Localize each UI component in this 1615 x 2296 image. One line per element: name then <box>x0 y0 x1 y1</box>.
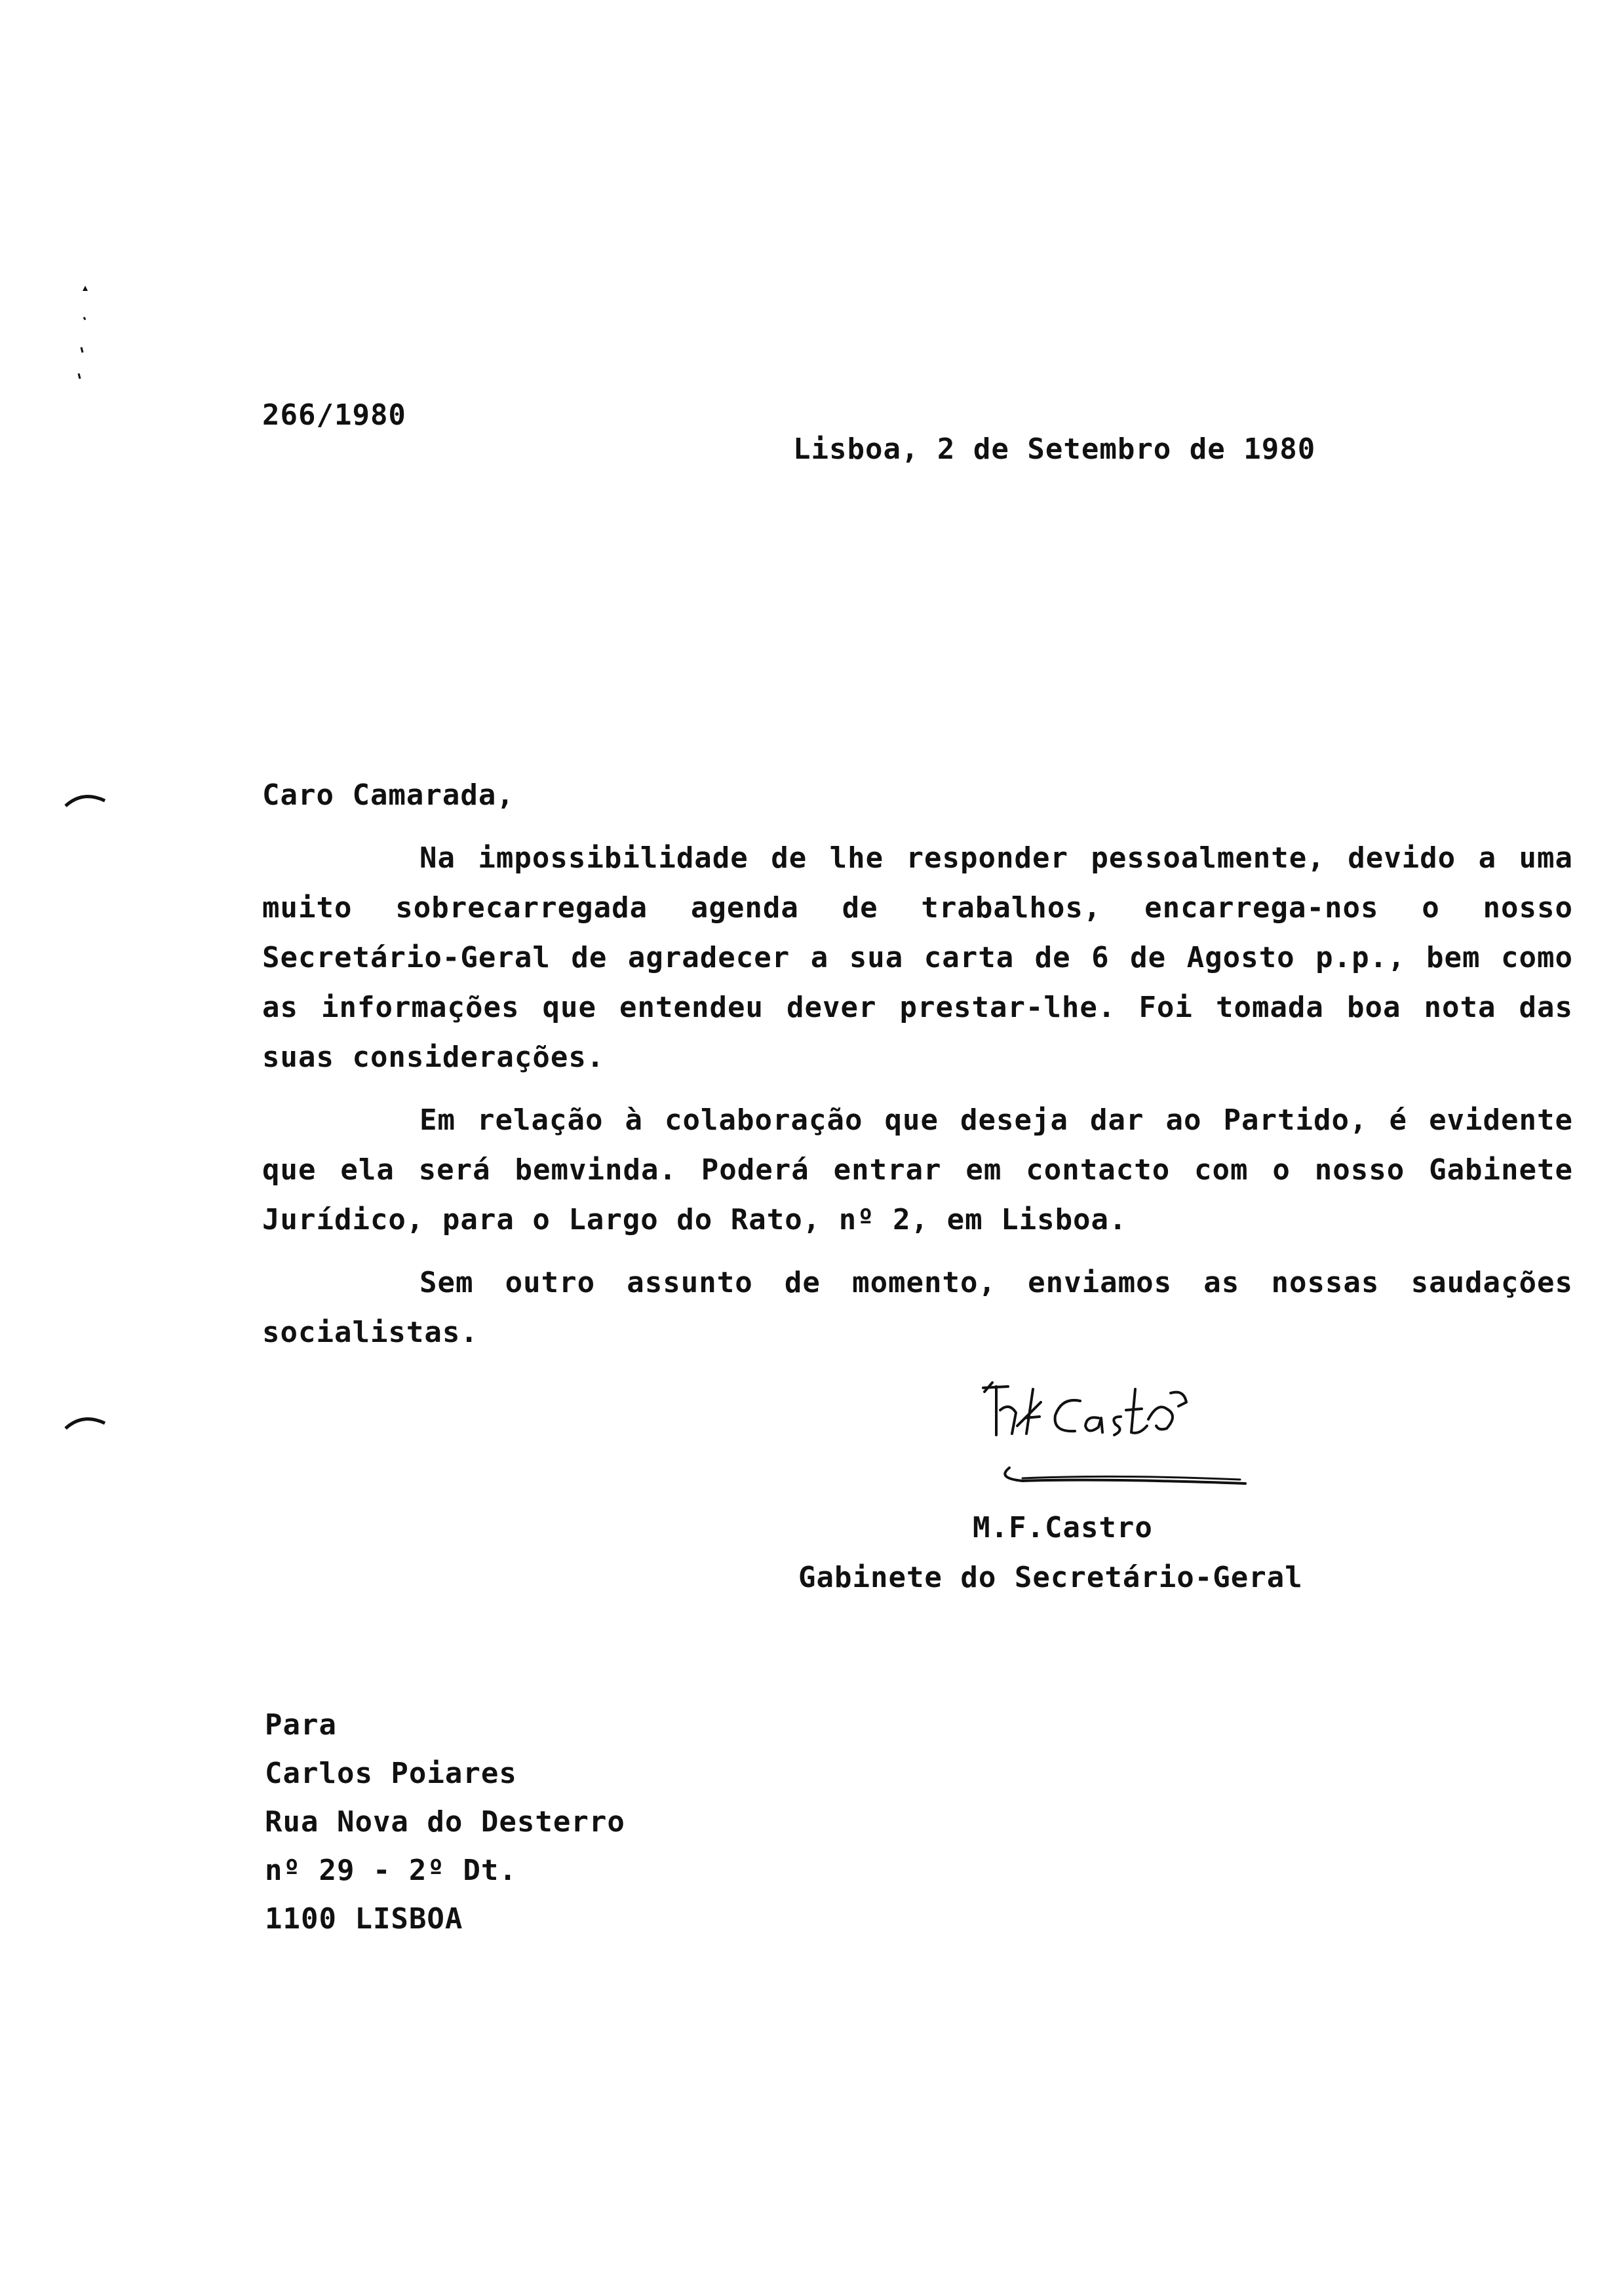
punch-hole-mark-top <box>63 786 109 813</box>
body-paragraph: Na impossibilidade de lhe responder pessoalmente, devido a uma muito sobrecarregada agenda de trabalhos, encarrega-nos o nosso Secretário-Geral de agradecer a sua carta de 6 de Agosto p.p., bem como as informações que entendeu dever prestar-lhe. Foi tomada boa nota das suas considerações. <box>262 841 1573 1074</box>
place-date: Lisboa, 2 de Setembro de 1980 <box>793 432 1316 466</box>
recipient-label: Para <box>265 1708 337 1742</box>
recipient-number: nº 29 - 2º Dt. <box>265 1854 517 1887</box>
recipient-street: Rua Nova do Desterro <box>265 1805 625 1839</box>
body-paragraph: Sem outro assunto de momento, enviamos as nossas saudações socialistas. <box>262 1266 1573 1349</box>
punch-hole-mark-bottom <box>63 1409 109 1435</box>
recipient-name: Carlos Poiares <box>265 1757 517 1790</box>
margin-dots <box>72 282 98 387</box>
salutation: Caro Camarada, <box>262 778 515 812</box>
handwritten-signature <box>970 1363 1258 1507</box>
reference-number: 266/1980 <box>262 398 406 432</box>
recipient-address <box>265 1701 625 1943</box>
signer-name: M.F.Castro <box>973 1511 1153 1544</box>
body-paragraph: Em relação à colaboração que deseja dar ao Partido, é evidente que ela será bemvinda. Poderá entrar em contacto com o nosso Gabinete Jurídico, para o Largo do Rato, nº 2, em Lisboa. <box>262 1103 1573 1236</box>
recipient-city: 1100 LISBOA <box>265 1902 463 1936</box>
signer-office: Gabinete do Secretário-Geral <box>798 1561 1303 1594</box>
letter-body <box>262 833 1573 1371</box>
